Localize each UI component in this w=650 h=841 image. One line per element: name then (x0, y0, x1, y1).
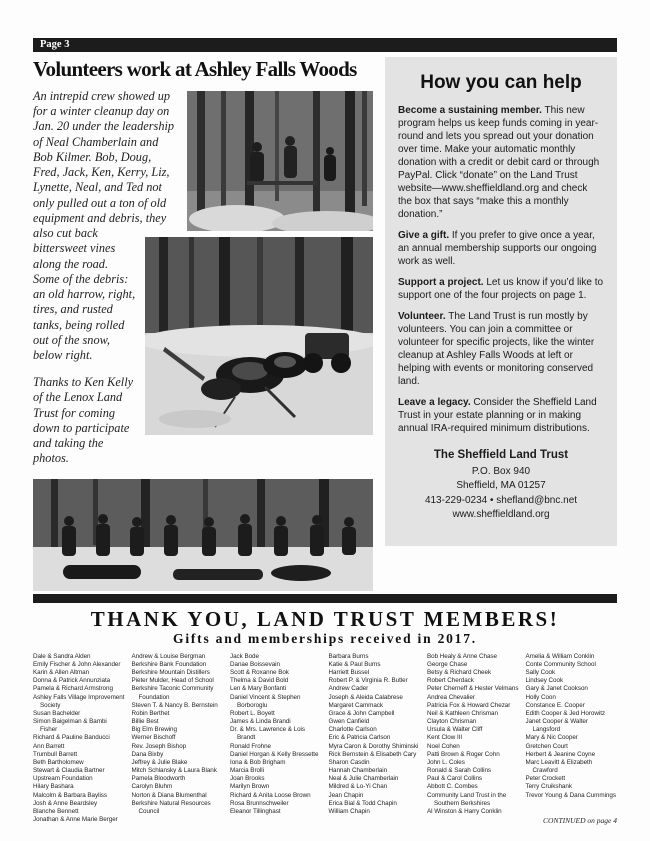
member-entry: Rev. Joseph Bishop (131, 742, 187, 750)
member-entry: Ursula & Walter Cliff (427, 726, 483, 734)
photo-volunteers-in-woods (187, 91, 373, 231)
member-entry: Erica Bial & Todd Chapin (328, 799, 397, 807)
member-entry: Andrew Cader (328, 685, 369, 693)
page-number-bar (33, 38, 617, 52)
member-entry: Richard & Pauline Banducci (33, 734, 110, 742)
member-entry: Len & Mary Bonfanti (230, 685, 287, 693)
member-entry: Scott & Roxanne Bok (230, 669, 289, 677)
member-entry: Robin Berthet (131, 709, 170, 717)
member-entry: Susan Bachelder (33, 709, 81, 717)
member-entry: Daniel Vincent & Stephen Borboroglu (230, 693, 301, 709)
member-entry: Jean Chapin (328, 791, 364, 799)
article-body (33, 89, 373, 591)
continued-note: CONTINUED on page 4 (543, 815, 617, 825)
member-entry: Pamela Bloodworth (131, 775, 186, 783)
member-entry: Hannah Chamberlain (328, 767, 388, 775)
help-paragraph-text: Let us know if you’d like to support one of the four projects on page 1. (398, 277, 604, 301)
member-entry: Patti Brown & Roger Cohn (427, 750, 500, 758)
member-entry: Harriett Bussel (328, 669, 370, 677)
member-entry: Ronald & Sarah Collins (427, 767, 492, 775)
section-divider-bar (33, 594, 617, 603)
member-entry: Robert Cherdack (427, 677, 474, 685)
help-paragraph-lead: Leave a legacy. (398, 397, 471, 408)
member-entry: Sally Cook (525, 669, 556, 677)
member-entry: Josh & Anne Beardsley (33, 799, 98, 807)
member-entry: Mitch Schlansky & Laura Blank (131, 767, 217, 775)
member-entry: Emily Fischer & John Alexander (33, 660, 121, 668)
member-entry: Dr. & Mrs. Lawrence & Lois Brandt (230, 726, 305, 742)
member-entry: Paul & Carol Collins (427, 775, 482, 783)
member-entry: Danae Boissevain (230, 660, 280, 668)
member-entry: Trumbull Barrett (33, 750, 78, 758)
member-entry: Eleanor Tillinghast (230, 807, 281, 815)
page-content (33, 38, 617, 825)
member-entry: Donna & Patrick Annunziata (33, 677, 111, 685)
member-entry: Gary & Janet Cookson (525, 685, 588, 693)
contact-po-box: P.O. Box 940 (471, 465, 531, 477)
member-entry: Peter Crockett (525, 775, 566, 783)
member-entry: Margaret Cammack (328, 701, 383, 709)
member-entry: Patricia Fox & Howard Chezar (427, 701, 511, 709)
help-column (385, 57, 617, 546)
member-entry: Edith Cooper & Jed Horowitz (525, 709, 605, 717)
help-box (385, 57, 617, 546)
member-entry: Ashley Falls Village Improvement Society (33, 693, 125, 709)
member-entry: Janet Cooper & Walter Langsford (525, 718, 588, 734)
help-paragraph-give-a-gift (398, 229, 604, 268)
members-grid (33, 653, 617, 825)
members-column-5 (427, 653, 519, 825)
member-entry: Noel Cohen (427, 742, 460, 750)
member-entry: Norton & Diana Blumenthal (131, 791, 207, 799)
member-entry: Herbert & Jeanine Coyne (525, 750, 596, 758)
member-entry: Richard & Anita Loose Brown (230, 791, 311, 799)
member-entry: Gwen Canfield (328, 718, 370, 726)
help-paragraph-sustaining-member (398, 104, 604, 221)
member-entry: Berkshire Mountain Distillers (131, 669, 210, 677)
member-entry: Al Winston & Harry Conklin (427, 807, 502, 815)
member-entry: Andrea Chevalier (427, 693, 475, 701)
photo-group-with-debris (33, 479, 373, 591)
contact-block (398, 447, 604, 523)
member-entry: Jeffrey & Julie Blake (131, 758, 188, 766)
member-entry: Iona & Bob Brigham (230, 758, 286, 766)
page-number-label: Page 3 (40, 39, 70, 50)
member-entry: Clayton Chrisman (427, 718, 477, 726)
member-entry: Mildred & Lo-Yi Chan (328, 783, 388, 791)
member-entry: Marc Leavitt & Elizabeth Crawford (525, 758, 593, 775)
member-entry: Betsy & Richard Cheek (427, 669, 492, 677)
photo-tractor-pulling-tires-image (145, 237, 373, 435)
member-entry: Robert P. & Virginia R. Butler (328, 677, 408, 685)
member-entry: Gretchen Court (525, 742, 568, 750)
member-entry: Abbott C. Combes (427, 783, 478, 791)
members-column-4 (329, 653, 421, 825)
member-entry: Daniel Horgan & Kelly Bressette (230, 750, 319, 758)
help-paragraph-text: If you prefer to give once a year, an annual membership supports our ongoing work as well. (398, 230, 597, 267)
contact-website: www.sheffieldland.org (452, 509, 550, 521)
member-entry: Joseph & Aleida Calabrese (328, 693, 403, 701)
member-entry: Berkshire Bank Foundation (131, 660, 207, 668)
member-entry: Amelia & William Conklin (525, 652, 595, 660)
member-entry: Carolyn Bluhm (131, 783, 173, 791)
help-paragraph-text: This new program helps us keep funds coming in year-round and lets you spread out your donation over time. Make your automatic monthly donation with a credit or debit card or through PayPal. Click “donate” on the Land Trust website—www.sheffieldland.org and check the box that says “make this a monthly donation.” (398, 105, 600, 220)
member-entry: Steven T. & Nancy B. Bernstein (131, 701, 218, 709)
member-entry: Dale & Sandra Alden (33, 652, 91, 660)
member-entry: Andrew & Louise Bergman (131, 652, 206, 660)
member-entry: Stewart & Claudia Bartner (33, 767, 105, 775)
member-entry: Robert L. Boyett (230, 709, 275, 717)
contact-org-name: The Sheffield Land Trust (433, 449, 569, 461)
member-entry: Holly Coon (525, 693, 556, 701)
member-entry: Trevor Young & Dana Cummings (525, 791, 616, 799)
main-columns (33, 57, 617, 591)
member-entry: Rosa Brunnschweiler (230, 799, 289, 807)
member-entry: Peter Cherneff & Hester Velmans (427, 685, 519, 693)
help-paragraph-lead: Give a gift. (398, 230, 450, 241)
member-entry: Pieter Mulder, Head of School (131, 677, 214, 685)
member-entry: Berkshire Natural Resources Council (131, 799, 211, 815)
help-paragraph-volunteer (398, 310, 604, 388)
members-subtitle: Gifts and memberships received in 2017. (173, 630, 477, 646)
member-entry: Big Elm Brewing (131, 726, 177, 734)
member-entry: Jack Bode (230, 652, 259, 660)
member-entry: Marilyn Brown (230, 783, 270, 791)
members-column-3 (230, 653, 322, 825)
member-entry: Sharon Casdin (328, 758, 370, 766)
help-paragraph-text: The Land Trust is run mostly by volunteers. You can join a committee or volunteer for specific projects, like the winter cleanup at Ashley Falls Woods at left or helping with events or monitoring conserved land. (398, 311, 595, 387)
photo-group-with-debris-image (33, 479, 373, 591)
member-entry: Beth Bartholomew (33, 758, 84, 766)
members-column-2 (132, 653, 224, 825)
member-entry: James & Linda Brandi (230, 718, 291, 726)
member-entry: Berkshire Taconic Community Foundation (131, 685, 214, 701)
help-paragraph-lead: Volunteer. (398, 311, 446, 322)
member-entry: Ronald Frohne (230, 742, 272, 750)
member-entry: Karin & Allen Altman (33, 669, 90, 677)
member-entry: Katie & Paul Burns (328, 660, 381, 668)
article-headline: Volunteers work at Ashley Falls Woods (33, 57, 357, 81)
members-title: THANK YOU, LAND TRUST MEMBERS! (90, 606, 560, 631)
member-entry: Marcia Brolli (230, 767, 264, 775)
member-entry: Barbara Burns (328, 652, 369, 660)
member-entry: Grace & John Campbell (328, 709, 395, 717)
member-entry: George Chase (427, 660, 468, 668)
member-entry: Pamela & Richard Armstrong (33, 685, 113, 693)
help-paragraph-leave-a-legacy (398, 396, 604, 435)
members-column-1 (33, 653, 125, 825)
article-column (33, 57, 373, 591)
member-entry: Charlotte Carlson (328, 726, 377, 734)
member-entry: Blanche Bennett (33, 807, 79, 815)
article-paragraph-1: An intrepid crew showed up for a winter cleanup day on Jan. 20 under the leadership of Neal Chamberlain and Bob Kilmer. Bob, Doug, Fred, Jack, Ken, Kerry, Liz, Lynette, Neal, and Ted not only pulled out a ton of old equipment and debris, they also cut back bittersweet vines along the road. Some of the debris: an old harrow, right, tires, and rusted tanks, being rolled out of the snow, below right. (33, 89, 175, 362)
member-entry: Billie Best (131, 718, 159, 726)
member-entry: Kent Clow III (427, 734, 463, 742)
member-entry: Upstream Foundation (33, 775, 93, 783)
help-paragraph-text: Consider the Sheffield Land Trust in your estate planning or in making annual IRA-required minimum distributions. (398, 397, 597, 434)
members-column-6 (526, 653, 618, 825)
member-entry: Mary & Nic Cooper (525, 734, 578, 742)
help-paragraph-lead: Become a sustaining member. (398, 105, 542, 116)
member-entry: John L. Coles (427, 758, 465, 766)
member-entry: Malcolm & Barbara Bayliss (33, 791, 107, 799)
member-entry: Jonathan & Anne Marie Berger (33, 816, 118, 824)
member-entry: Thelma & David Bold (230, 677, 289, 685)
member-entry: Hilary Bashara (33, 783, 74, 791)
help-paragraph-support-a-project (398, 276, 604, 302)
photo-volunteers-in-woods-image (187, 91, 373, 231)
help-paragraph-lead: Support a project. (398, 277, 484, 288)
member-entry: Rick Bernstein & Elisabeth Cary (328, 750, 417, 758)
member-entry: Ann Barrett (33, 742, 65, 750)
member-entry: Dana Bixby (131, 750, 164, 758)
article-paragraph-2: Thanks to Ken Kelly of the Lenox Land Trust for coming down to participate and taking the photos. (33, 375, 134, 466)
member-entry: Werner Bischoff (131, 734, 176, 742)
member-entry: Eric & Patricia Carlson (328, 734, 391, 742)
member-entry: Simon Baigelman & Bambi Fisher (33, 718, 107, 734)
member-entry: Bob Healy & Anne Chase (427, 652, 497, 660)
member-entry: Constance E. Cooper (525, 701, 585, 709)
member-entry: Neil & Kathleen Chrisman (427, 709, 498, 717)
contact-phone-email: 413-229-0234 • shefland@bnc.net (424, 494, 578, 506)
member-entry: Neal & Julie Chamberlain (328, 775, 399, 783)
contact-city-state: Sheffield, MA 01257 (456, 480, 546, 492)
member-entry: Conte Community School (525, 660, 596, 668)
member-entry: Myra Caron & Dorothy Shiminski (328, 742, 419, 750)
member-entry: Lindsey Cook (525, 677, 564, 685)
help-box-title: How you can help (420, 72, 582, 93)
member-entry: William Chapin (328, 807, 370, 815)
member-entry: Terry Cruikshank (525, 783, 572, 791)
photo-tractor-pulling-tires (145, 237, 373, 435)
member-entry: Community Land Trust in the Southern Berkshires (427, 791, 507, 807)
member-entry: Joan Brooks (230, 775, 265, 783)
